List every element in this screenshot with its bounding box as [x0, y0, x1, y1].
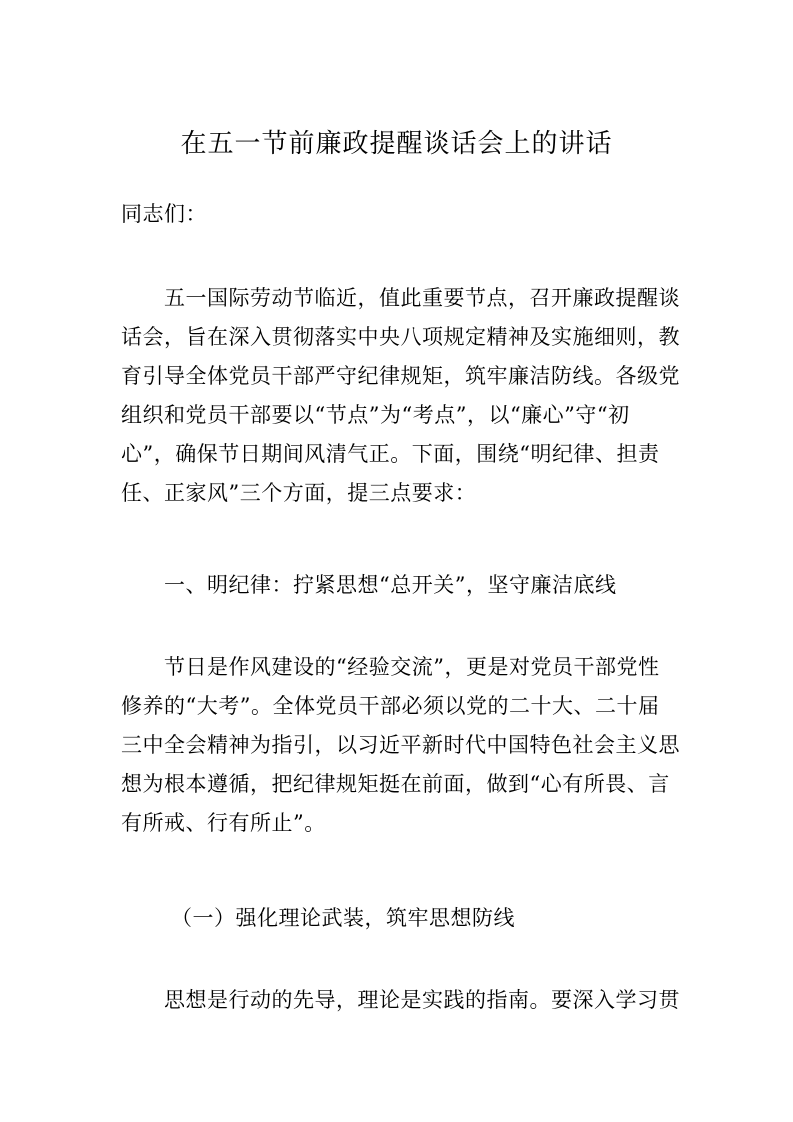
- paragraph-line: 育引导全体党员干部严守纪律规矩，筑牢廉洁防线。各级党: [121, 364, 680, 388]
- paragraph-line: 节日是作风建设的“经验交流”，更是对党员干部党性: [164, 655, 660, 679]
- paragraph-line: 组织和党员干部要以“节点”为“考点”，以“廉心”守“初: [121, 403, 630, 427]
- paragraph-line: 有所戒、行有所止”。: [121, 811, 326, 835]
- paragraph-line: 任、正家风”三个方面，提三点要求：: [121, 481, 477, 505]
- paragraph-line: 想为根本遵循，把纪律规矩挺在前面，做到“心有所畏、言: [121, 772, 670, 796]
- subsection-heading: （一）强化理论武装，筑牢思想防线: [171, 906, 515, 930]
- paragraph-line: 心”，确保节日期间风清气正。下面，围绕“明纪律、担责: [121, 442, 660, 466]
- paragraph-line: 三中全会精神为指引，以习近平新时代中国特色社会主义思: [121, 733, 680, 757]
- paragraph-line: 话会，旨在深入贯彻落实中央八项规定精神及实施细则，教: [121, 325, 680, 349]
- greeting: 同志们：: [121, 202, 207, 226]
- paragraph-line: 思想是行动的先导，理论是实践的指南。要深入学习贯: [164, 988, 680, 1012]
- page-title: 在五一节前廉政提醒谈话会上的讲话: [180, 129, 613, 159]
- paragraph-line: 修养的“大考”。全体党员干部必须以党的二十大、二十届: [121, 694, 660, 718]
- section-heading: 一、明纪律：拧紧思想“总开关”，坚守廉洁底线: [164, 573, 617, 597]
- paragraph-line: 五一国际劳动节临近，值此重要节点，召开廉政提醒谈: [164, 286, 680, 310]
